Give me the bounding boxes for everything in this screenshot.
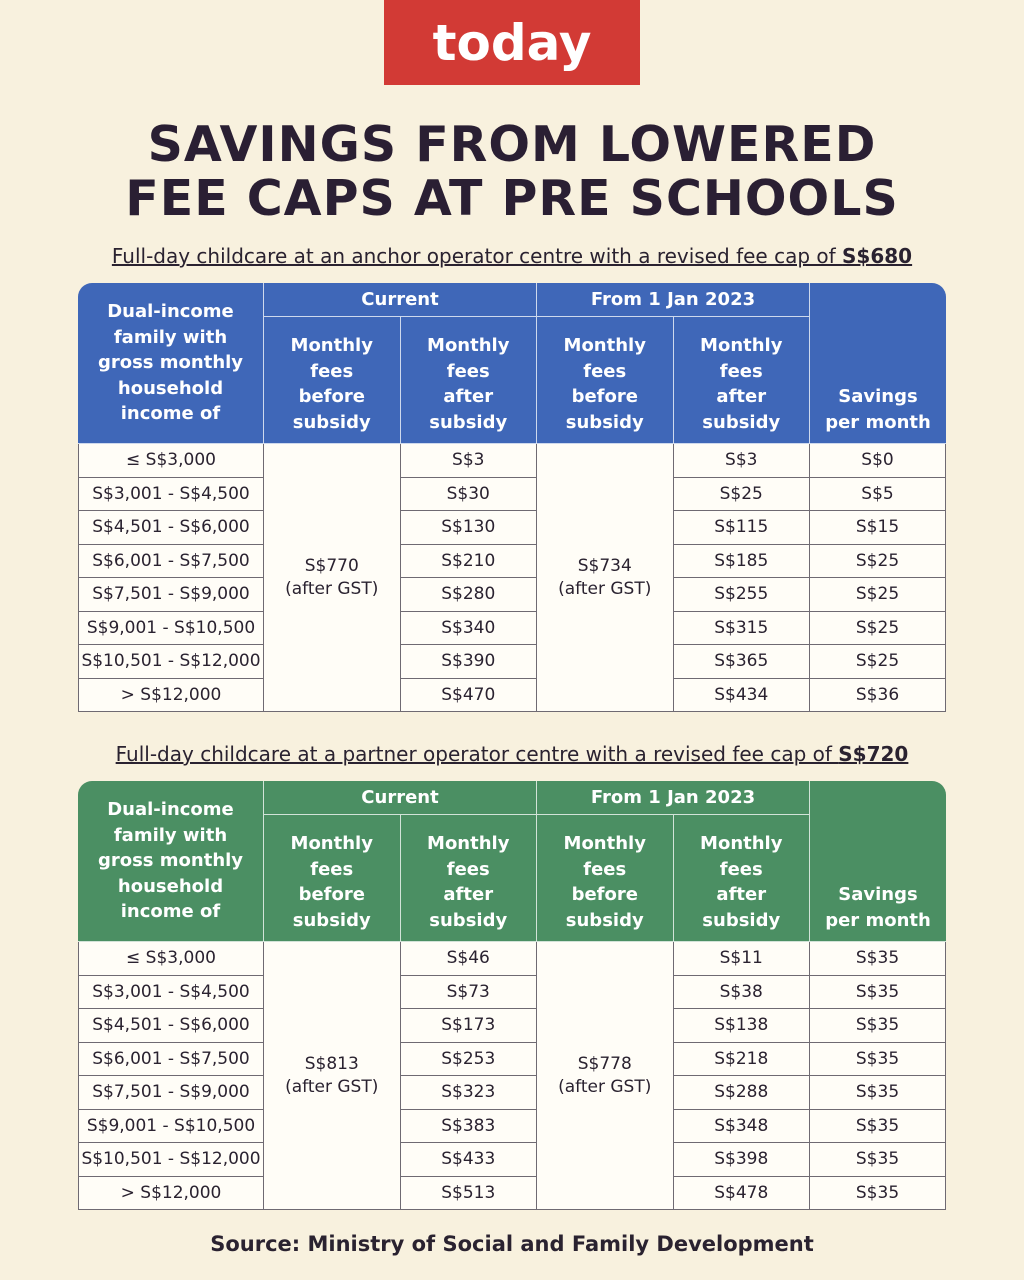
- new-before-subsidy-cell: [537, 444, 674, 712]
- table-row: [78, 578, 946, 612]
- new-before-subsidy-value: S$734: [577, 555, 632, 576]
- new-gst-note: (after GST): [558, 1076, 652, 1097]
- anchor-operator-fee-table: [78, 283, 946, 712]
- current-before-subsidy-value: S$770: [304, 555, 359, 576]
- table-2-fee-cap: S$720: [838, 742, 909, 766]
- current-after-subsidy-cell: S$46: [401, 942, 538, 976]
- new-gst-note: (after GST): [558, 578, 652, 599]
- new-after-subsidy-cell: S$348: [674, 1110, 811, 1144]
- table-1-subtitle: Full-day childcare at an anchor operator centre with a revised fee cap of S$680: [111, 244, 913, 268]
- table-row: [78, 1110, 946, 1144]
- new-after-subsidy-cell: S$434: [674, 679, 811, 713]
- current-after-subsidy-cell: S$323: [401, 1076, 538, 1110]
- header-group-current: Current: [264, 781, 537, 815]
- savings-cell: S$25: [810, 545, 946, 579]
- header-savings: Savings per month: [810, 781, 946, 942]
- table-row: [78, 1177, 946, 1211]
- current-before-subsidy-cell: [264, 444, 401, 712]
- new-after-subsidy-cell: S$398: [674, 1143, 811, 1177]
- header-group-new: From 1 Jan 2023: [537, 283, 810, 317]
- savings-cell: S$35: [810, 1177, 946, 1211]
- header-new-before-subsidy: Monthly fees before subsidy: [537, 815, 674, 942]
- income-cell: S$10,501 - S$12,000: [78, 645, 264, 679]
- income-cell: > S$12,000: [78, 1177, 264, 1211]
- income-cell: S$7,501 - S$9,000: [78, 578, 264, 612]
- table-1-fee-cap: S$680: [842, 244, 913, 268]
- savings-cell: S$25: [810, 645, 946, 679]
- savings-cell: S$35: [810, 1009, 946, 1043]
- current-after-subsidy-cell: S$30: [401, 478, 538, 512]
- table-row: [78, 1143, 946, 1177]
- new-after-subsidy-cell: S$288: [674, 1076, 811, 1110]
- savings-cell: S$35: [810, 1110, 946, 1144]
- header-group-current: Current: [264, 283, 537, 317]
- new-after-subsidy-cell: S$38: [674, 976, 811, 1010]
- source-note: Source: Ministry of Social and Family Development: [210, 1232, 814, 1256]
- income-cell: S$6,001 - S$7,500: [78, 545, 264, 579]
- savings-cell: S$35: [810, 1076, 946, 1110]
- table-row: [78, 976, 946, 1010]
- new-after-subsidy-cell: S$138: [674, 1009, 811, 1043]
- savings-cell: S$35: [810, 976, 946, 1010]
- new-after-subsidy-cell: S$315: [674, 612, 811, 646]
- new-before-subsidy-cell: [537, 942, 674, 1210]
- income-cell: S$4,501 - S$6,000: [78, 511, 264, 545]
- table-row: [78, 1043, 946, 1077]
- current-after-subsidy-cell: S$210: [401, 545, 538, 579]
- new-after-subsidy-cell: S$25: [674, 478, 811, 512]
- header-group-new: From 1 Jan 2023: [537, 781, 810, 815]
- partner-operator-fee-table: [78, 781, 946, 1210]
- table-row: [78, 444, 946, 478]
- header-current-before-subsidy: Monthly fees before subsidy: [264, 815, 401, 942]
- current-after-subsidy-cell: S$390: [401, 645, 538, 679]
- savings-cell: S$36: [810, 679, 946, 713]
- header-income: Dual-income family with gross monthly household income of: [78, 283, 264, 444]
- current-after-subsidy-cell: S$340: [401, 612, 538, 646]
- current-before-subsidy-cell: [264, 942, 401, 1210]
- current-after-subsidy-cell: S$513: [401, 1177, 538, 1211]
- title-line-1: SAVINGS FROM LOWERED: [147, 116, 877, 173]
- current-after-subsidy-cell: S$383: [401, 1110, 538, 1144]
- income-cell: S$7,501 - S$9,000: [78, 1076, 264, 1110]
- header-current-after-subsidy: Monthly fees after subsidy: [401, 317, 538, 444]
- table-row: [78, 511, 946, 545]
- current-after-subsidy-cell: S$280: [401, 578, 538, 612]
- income-cell: S$10,501 - S$12,000: [78, 1143, 264, 1177]
- income-cell: S$9,001 - S$10,500: [78, 612, 264, 646]
- new-after-subsidy-cell: S$3: [674, 444, 811, 478]
- income-cell: ≤ S$3,000: [78, 444, 264, 478]
- table-row: [78, 545, 946, 579]
- new-after-subsidy-cell: S$478: [674, 1177, 811, 1211]
- savings-cell: S$35: [810, 1143, 946, 1177]
- savings-cell: S$15: [810, 511, 946, 545]
- table-row: [78, 645, 946, 679]
- savings-cell: S$0: [810, 444, 946, 478]
- new-after-subsidy-cell: S$255: [674, 578, 811, 612]
- table-row: [78, 1076, 946, 1110]
- table-row: [78, 1009, 946, 1043]
- income-cell: S$3,001 - S$4,500: [78, 976, 264, 1010]
- current-after-subsidy-cell: S$130: [401, 511, 538, 545]
- header-current-before-subsidy: Monthly fees before subsidy: [264, 317, 401, 444]
- income-cell: S$9,001 - S$10,500: [78, 1110, 264, 1144]
- current-after-subsidy-cell: S$253: [401, 1043, 538, 1077]
- current-gst-note: (after GST): [285, 1076, 379, 1097]
- current-after-subsidy-cell: S$173: [401, 1009, 538, 1043]
- new-after-subsidy-cell: S$218: [674, 1043, 811, 1077]
- title-line-2: FEE CAPS AT PRE SCHOOLS: [125, 170, 899, 227]
- current-after-subsidy-cell: S$73: [401, 976, 538, 1010]
- savings-cell: S$35: [810, 1043, 946, 1077]
- new-after-subsidy-cell: S$115: [674, 511, 811, 545]
- table-row: [78, 478, 946, 512]
- new-before-subsidy-value: S$778: [577, 1053, 632, 1074]
- header-new-before-subsidy: Monthly fees before subsidy: [537, 317, 674, 444]
- today-logo: today: [384, 0, 640, 85]
- savings-cell: S$25: [810, 612, 946, 646]
- savings-cell: S$5: [810, 478, 946, 512]
- header-new-after-subsidy: Monthly fees after subsidy: [674, 317, 811, 444]
- header-new-after-subsidy: Monthly fees after subsidy: [674, 815, 811, 942]
- page-title: [0, 118, 1024, 226]
- income-cell: S$3,001 - S$4,500: [78, 478, 264, 512]
- new-after-subsidy-cell: S$11: [674, 942, 811, 976]
- current-after-subsidy-cell: S$3: [401, 444, 538, 478]
- header-savings: Savings per month: [810, 283, 946, 444]
- income-cell: > S$12,000: [78, 679, 264, 713]
- current-after-subsidy-cell: S$470: [401, 679, 538, 713]
- new-after-subsidy-cell: S$365: [674, 645, 811, 679]
- table-2-subtitle: Full-day childcare at a partner operator centre with a revised fee cap of S$720: [115, 742, 909, 766]
- table-row: [78, 942, 946, 976]
- savings-cell: S$35: [810, 942, 946, 976]
- new-after-subsidy-cell: S$185: [674, 545, 811, 579]
- current-after-subsidy-cell: S$433: [401, 1143, 538, 1177]
- savings-cell: S$25: [810, 578, 946, 612]
- table-row: [78, 612, 946, 646]
- current-before-subsidy-value: S$813: [304, 1053, 359, 1074]
- income-cell: S$4,501 - S$6,000: [78, 1009, 264, 1043]
- table-row: [78, 679, 946, 713]
- header-income: Dual-income family with gross monthly household income of: [78, 781, 264, 942]
- income-cell: S$6,001 - S$7,500: [78, 1043, 264, 1077]
- header-current-after-subsidy: Monthly fees after subsidy: [401, 815, 538, 942]
- current-gst-note: (after GST): [285, 578, 379, 599]
- income-cell: ≤ S$3,000: [78, 942, 264, 976]
